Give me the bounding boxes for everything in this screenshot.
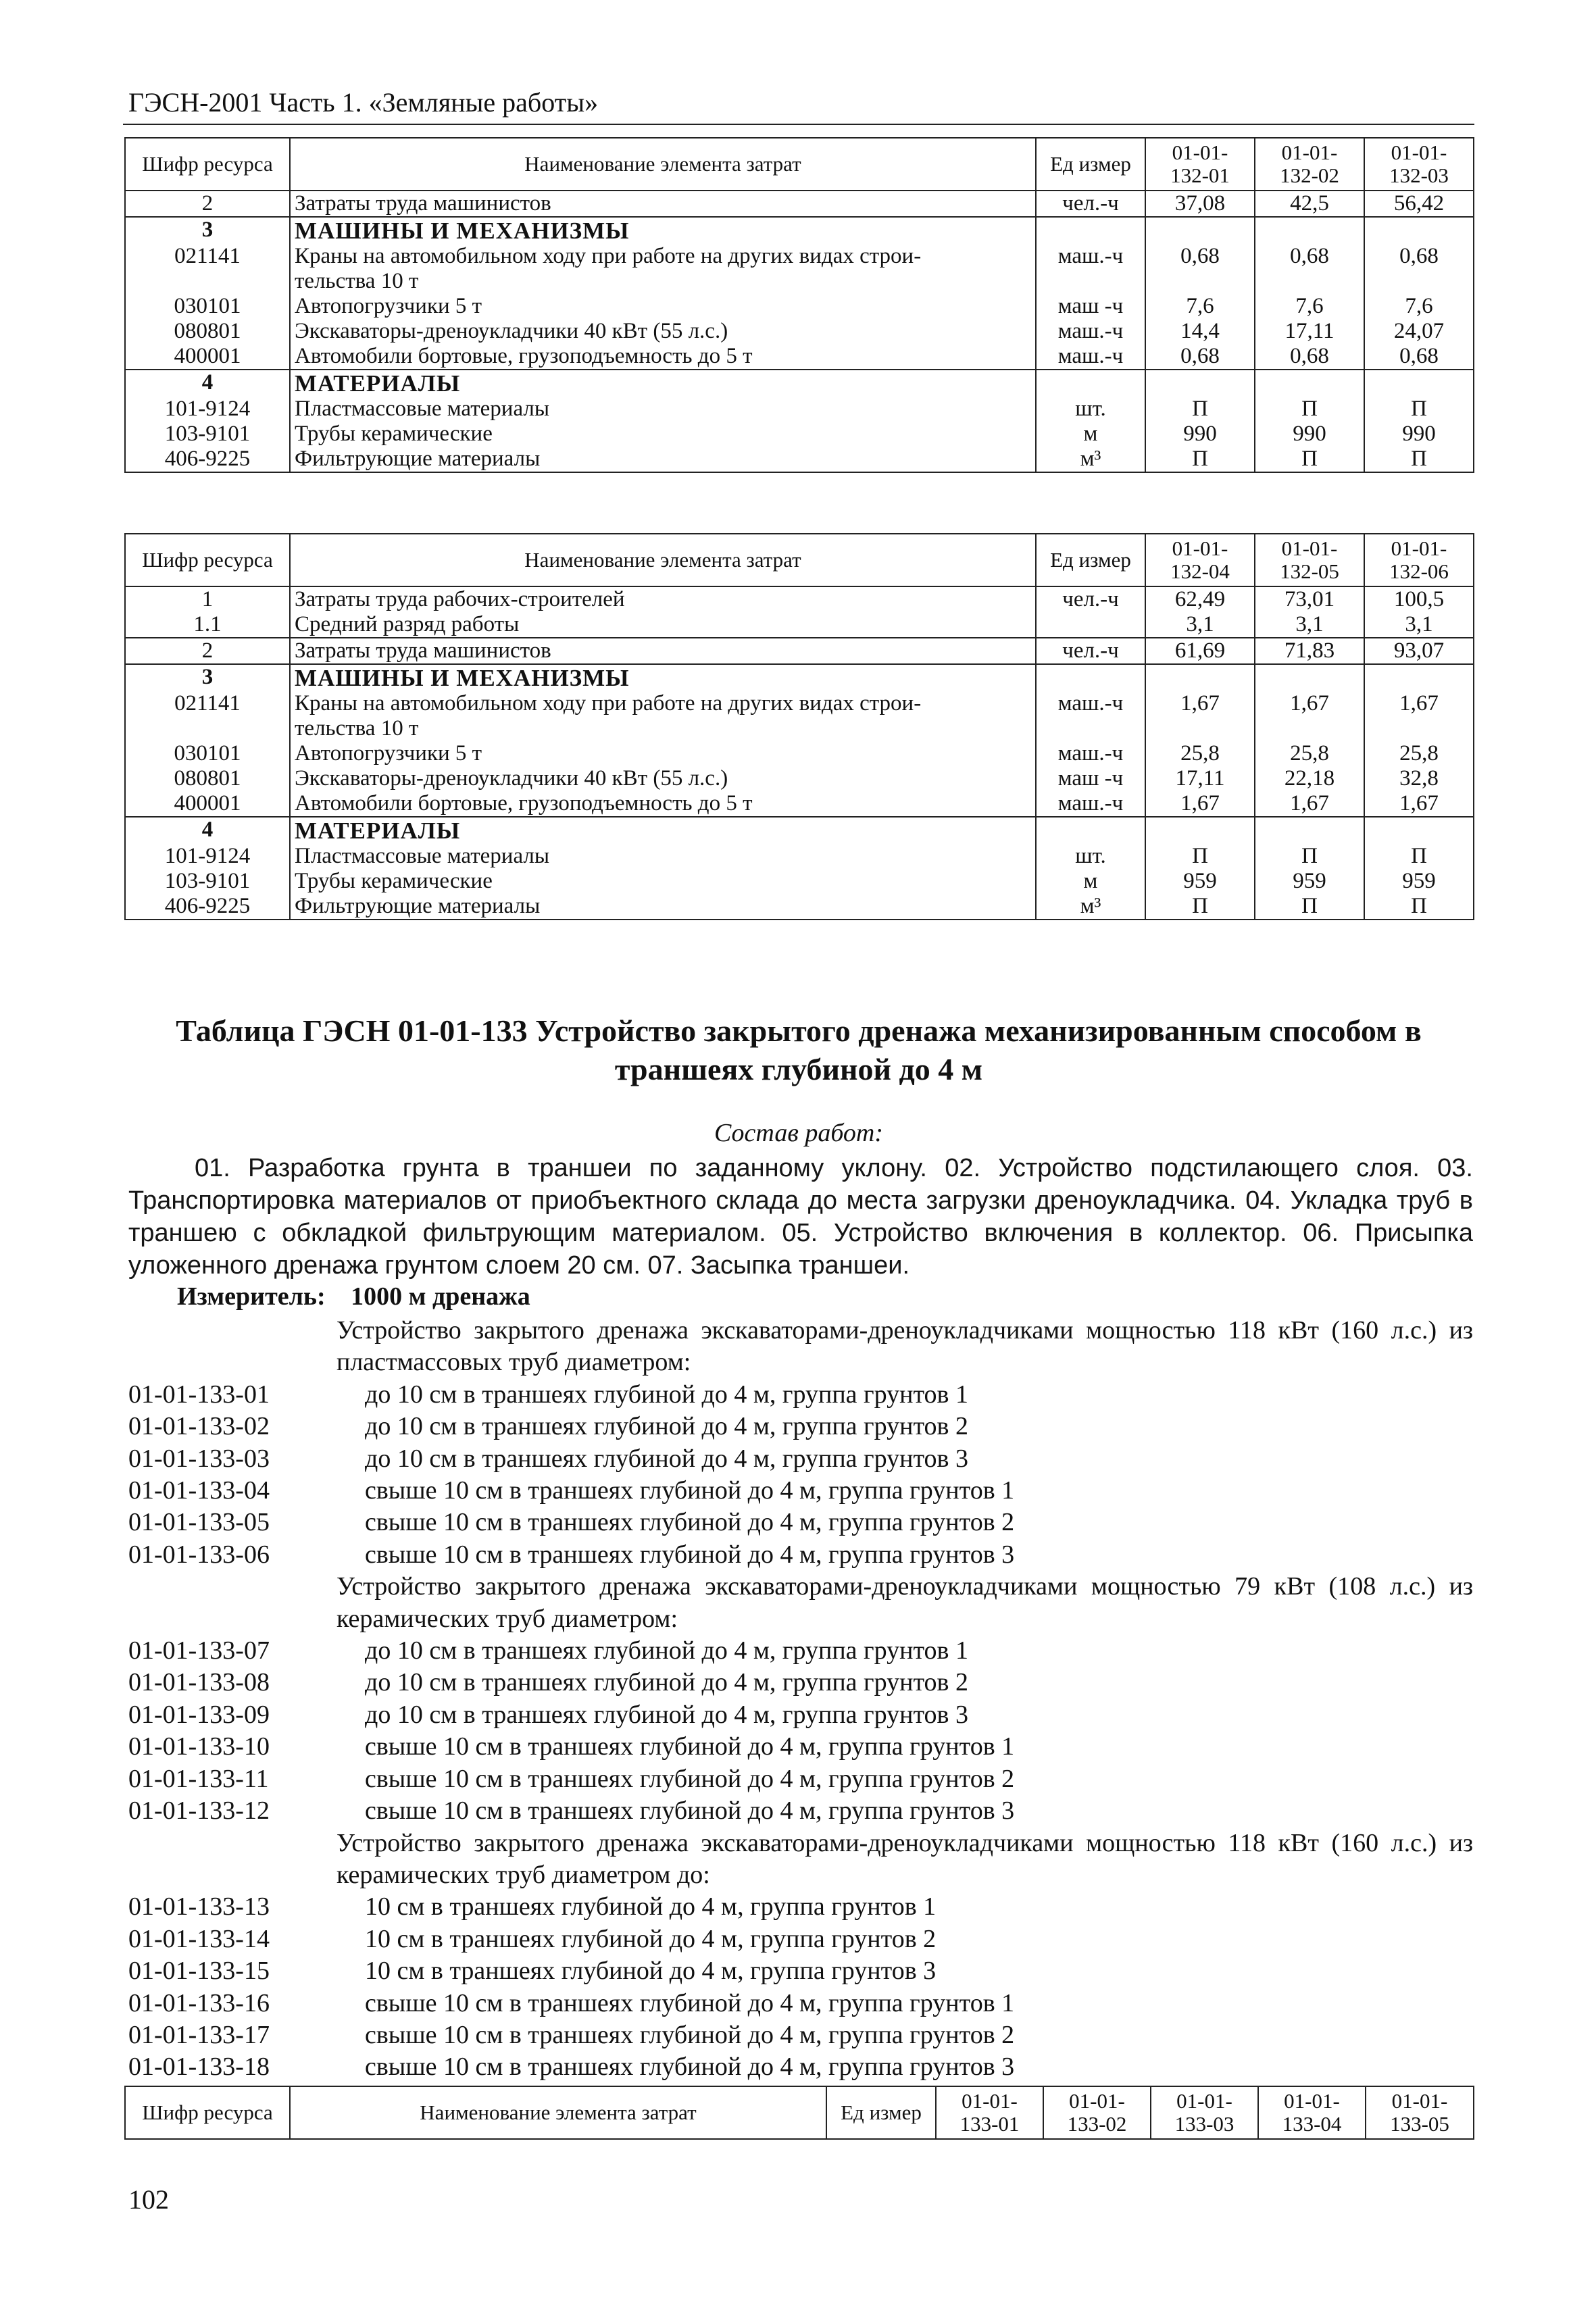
resource-code: 3	[125, 664, 290, 691]
resource-code: 080801	[125, 766, 290, 791]
col-header-norm: 01-01- 132-03	[1364, 138, 1474, 191]
norm-value: 990	[1255, 422, 1364, 447]
resource-name	[290, 344, 1036, 370]
norm-value: П	[1145, 894, 1255, 920]
norm-value: 990	[1364, 422, 1474, 447]
norm-value: 1,67	[1255, 791, 1364, 817]
table-title	[123, 1011, 1474, 1088]
norm-value: 32,8	[1364, 766, 1474, 791]
norm-item	[128, 1379, 1473, 1411]
norm-value	[1364, 817, 1474, 844]
resource-code: 030101	[125, 294, 290, 319]
norm-item	[128, 1955, 1473, 1987]
col-header-norm: 01-01- 133-04	[1258, 2086, 1366, 2139]
measure-line	[177, 1282, 530, 1311]
norm-value: 62,49	[1145, 586, 1255, 612]
norm-item	[128, 1443, 1473, 1475]
table-row	[125, 612, 1474, 638]
table-row	[125, 294, 1474, 319]
table-row	[125, 319, 1474, 344]
resource-name	[290, 397, 1036, 422]
col-header-code: Шифр ресурса	[125, 2086, 290, 2139]
norm-code: 01-01-133-09	[128, 1700, 270, 1729]
col-header-norm: 01-01- 133-01	[936, 2086, 1043, 2139]
resource-unit: маш.-ч	[1036, 344, 1145, 370]
resource-name-line: Автомобили бортовые, грузоподъемность до 5 т	[295, 791, 753, 816]
resource-code: 2	[125, 191, 290, 217]
resource-name-line: Автопогрузчики 5 т	[295, 294, 482, 319]
resource-unit: маш -ч	[1036, 294, 1145, 319]
norm-value: 990	[1145, 422, 1255, 447]
table-header-row	[125, 2086, 1474, 2139]
col-header-norm: 01-01- 132-01	[1145, 138, 1255, 191]
resource-name-line: Затраты труда рабочих-строителей	[295, 587, 625, 612]
norm-item	[128, 1891, 1473, 1923]
resource-code: 103-9101	[125, 869, 290, 894]
norm-value: 3,1	[1364, 612, 1474, 638]
norm-code: 01-01-133-04	[128, 1476, 270, 1505]
resource-unit: маш.-ч	[1036, 691, 1145, 741]
norm-value: 93,07	[1364, 638, 1474, 664]
norm-value	[1364, 370, 1474, 397]
table-row	[125, 894, 1474, 920]
norm-value: 1,67	[1145, 691, 1255, 741]
norm-value: 0,68	[1145, 344, 1255, 370]
norm-value: 0,68	[1255, 244, 1364, 294]
resource-name-line: Трубы керамические	[295, 869, 493, 894]
resource-name	[290, 586, 1036, 612]
norm-value: П	[1255, 844, 1364, 869]
table-header-row	[125, 534, 1474, 586]
resource-code: 4	[125, 817, 290, 844]
resource-name	[290, 319, 1036, 344]
norm-value	[1145, 664, 1255, 691]
col-header-name: Наименование элемента затрат	[290, 534, 1036, 586]
resource-unit	[1036, 370, 1145, 397]
table-body	[125, 586, 1474, 920]
norm-code: 01-01-133-13	[128, 1892, 270, 1921]
norm-value: 71,83	[1255, 638, 1364, 664]
norm-value: П	[1364, 894, 1474, 920]
resource-name	[290, 447, 1036, 472]
resource-code: 406-9225	[125, 447, 290, 472]
resource-code: 400001	[125, 344, 290, 370]
norm-value: 959	[1145, 869, 1255, 894]
norm-value	[1145, 217, 1255, 244]
norm-value: П	[1364, 397, 1474, 422]
norm-item	[128, 1667, 1473, 1699]
resource-table-132-01-03	[124, 137, 1474, 473]
norm-description: 10 см в траншеях глубиной до 4 м, группа грунтов 3	[365, 1957, 937, 1986]
resource-name-line: тельства 10 т	[295, 269, 419, 294]
norm-code: 01-01-133-02	[128, 1412, 270, 1441]
norm-value: 37,08	[1145, 191, 1255, 217]
norm-value: 42,5	[1255, 191, 1364, 217]
resource-table-133	[124, 2086, 1474, 2140]
resource-name-line: Фильтрующие материалы	[295, 447, 541, 472]
composition-heading: Состав работ:	[714, 1119, 884, 1147]
table-row	[125, 397, 1474, 422]
norm-value: 14,4	[1145, 319, 1255, 344]
norm-value: 7,6	[1145, 294, 1255, 319]
col-header-norm: 01-01- 133-02	[1043, 2086, 1151, 2139]
resource-code: 4	[125, 370, 290, 397]
norm-value	[1145, 817, 1255, 844]
resource-code: 406-9225	[125, 894, 290, 920]
col-header-code: Шифр ресурса	[125, 138, 290, 191]
resource-name	[290, 791, 1036, 817]
col-header-norm: 01-01- 133-05	[1366, 2086, 1474, 2139]
norm-value: 1,67	[1364, 691, 1474, 741]
resource-name-line: МАШИНЫ И МЕХАНИЗМЫ	[295, 218, 630, 245]
resource-name	[290, 422, 1036, 447]
resource-name-line: Затраты труда машинистов	[295, 638, 551, 663]
resource-name-line: МАТЕРИАЛЫ	[295, 818, 461, 844]
table-row	[125, 844, 1474, 869]
norm-code: 01-01-133-12	[128, 1796, 270, 1826]
norm-list	[128, 1315, 1473, 2084]
table-group-row	[125, 664, 1474, 691]
table-row	[125, 638, 1474, 664]
norm-item	[128, 1635, 1473, 1667]
norm-description: до 10 см в траншеях глубиной до 4 м, группа грунтов 2	[365, 1668, 968, 1697]
norm-value: 0,68	[1255, 344, 1364, 370]
resource-unit: шт.	[1036, 397, 1145, 422]
resource-name-line: Пластмассовые материалы	[295, 844, 550, 869]
resource-name	[290, 844, 1036, 869]
norm-description: свыше 10 см в траншеях глубиной до 4 м, группа грунтов 3	[365, 1540, 1015, 1569]
norm-value: 0,68	[1364, 344, 1474, 370]
norm-value: 100,5	[1364, 586, 1474, 612]
norm-code: 01-01-133-18	[128, 2053, 270, 2082]
table-row	[125, 741, 1474, 766]
norm-value: 25,8	[1255, 741, 1364, 766]
norm-value	[1255, 664, 1364, 691]
col-header-norm: 01-01- 132-04	[1145, 534, 1255, 586]
norm-description: свыше 10 см в траншеях глубиной до 4 м, группа грунтов 3	[365, 1796, 1015, 1826]
norm-code: 01-01-133-08	[128, 1668, 270, 1697]
col-header-norm: 01-01- 133-03	[1151, 2086, 1258, 2139]
norm-code: 01-01-133-14	[128, 1924, 270, 1953]
norm-value: 0,68	[1364, 244, 1474, 294]
norm-value	[1255, 817, 1364, 844]
col-header-name: Наименование элемента затрат	[290, 2086, 826, 2139]
resource-code: 030101	[125, 741, 290, 766]
resource-unit: маш.-ч	[1036, 244, 1145, 294]
resource-name	[290, 691, 1036, 741]
norm-item	[128, 1795, 1473, 1827]
norm-value	[1255, 370, 1364, 397]
norm-group-heading: Устройство закрытого дренажа экскаваторами-дреноукладчиками мощностью 79 кВт (108 л.с.) из керамических труб диаметром:	[336, 1572, 1473, 1633]
resource-name-line: Средний разряд работы	[295, 612, 520, 637]
norm-description: до 10 см в траншеях глубиной до 4 м, группа грунтов 1	[365, 1636, 968, 1665]
measure-label: Измеритель:	[177, 1282, 326, 1311]
resource-code: 101-9124	[125, 397, 290, 422]
table-row	[125, 691, 1474, 741]
col-header-unit: Ед измер	[826, 2086, 936, 2139]
norm-value: 7,6	[1255, 294, 1364, 319]
resource-name	[290, 217, 1036, 244]
resource-table-132-04-06	[124, 533, 1474, 920]
table-row	[125, 422, 1474, 447]
resource-name	[290, 191, 1036, 217]
table-title-line1: Таблица ГЭСН 01-01-133 Устройство закрытого дренажа механизированным способом в	[176, 1013, 1422, 1048]
norm-code: 01-01-133-05	[128, 1508, 270, 1537]
col-header-norm: 01-01- 132-06	[1364, 534, 1474, 586]
norm-code: 01-01-133-10	[128, 1732, 270, 1761]
norm-value: П	[1145, 397, 1255, 422]
resource-unit: м³	[1036, 447, 1145, 472]
table-row	[125, 586, 1474, 612]
col-header-unit: Ед измер	[1036, 138, 1145, 191]
resource-name-line: Экскаваторы-дреноукладчики 40 кВт (55 л.с.)	[295, 766, 728, 791]
measure-value: 1000 м дренажа	[351, 1282, 530, 1311]
norm-code: 01-01-133-15	[128, 1957, 270, 1986]
norm-value: П	[1255, 894, 1364, 920]
header-rule	[123, 124, 1474, 125]
table-row	[125, 791, 1474, 817]
resource-name-line: Краны на автомобильном ходу при работе на других видах строи-	[295, 244, 922, 269]
table-title-line2: траншеях глубиной до 4 м	[614, 1052, 983, 1087]
norm-value: 24,07	[1364, 319, 1474, 344]
table-row	[125, 869, 1474, 894]
norm-value: 1,67	[1364, 791, 1474, 817]
resource-name	[290, 294, 1036, 319]
resource-unit: м	[1036, 422, 1145, 447]
resource-name	[290, 638, 1036, 664]
resource-code: 1	[125, 586, 290, 612]
norm-value: 61,69	[1145, 638, 1255, 664]
norm-description: свыше 10 см в траншеях глубиной до 4 м, группа грунтов 2	[365, 1508, 1015, 1537]
resource-unit: маш.-ч	[1036, 319, 1145, 344]
resource-unit	[1036, 664, 1145, 691]
table-body	[125, 191, 1474, 472]
resource-unit: шт.	[1036, 844, 1145, 869]
resource-code: 400001	[125, 791, 290, 817]
norm-description: свыше 10 см в траншеях глубиной до 4 м, группа грунтов 1	[365, 1988, 1015, 2017]
norm-value: П	[1145, 447, 1255, 472]
resource-name	[290, 894, 1036, 920]
norm-value: 25,8	[1364, 741, 1474, 766]
norm-value: П	[1364, 447, 1474, 472]
norm-value: 73,01	[1255, 586, 1364, 612]
norm-value: 959	[1364, 869, 1474, 894]
norm-code: 01-01-133-06	[128, 1540, 270, 1569]
norm-code: 01-01-133-01	[128, 1380, 270, 1409]
norm-description: свыше 10 см в траншеях глубиной до 4 м, группа грунтов 1	[365, 1476, 1015, 1505]
norm-code: 01-01-133-16	[128, 1988, 270, 2017]
norm-description: до 10 см в траншеях глубиной до 4 м, группа грунтов 1	[365, 1380, 968, 1409]
resource-name	[290, 370, 1036, 397]
resource-code: 021141	[125, 691, 290, 741]
composition-text: 01. Разработка грунта в траншеи по заданному уклону. 02. Устройство подстилающего слоя. 03. Транспортировка материалов от приобъектного склада до места загрузки дреноукладчика. 04. Укладка труб в траншею с обкладкой фильтрующим материалом. 05. Устройство включения в коллектор. 06. Присыпка уложенного дренажа грунтом слоем 20 см. 07. Засыпка траншеи.	[128, 1154, 1473, 1280]
table-row	[125, 344, 1474, 370]
norm-item	[128, 1988, 1473, 2019]
col-header-unit: Ед измер	[1036, 534, 1145, 586]
norm-item	[128, 1539, 1473, 1571]
norm-value: 959	[1255, 869, 1364, 894]
resource-code: 1.1	[125, 612, 290, 638]
resource-unit: чел.-ч	[1036, 638, 1145, 664]
col-header-name: Наименование элемента затрат	[290, 138, 1036, 191]
resource-code: 2	[125, 638, 290, 664]
norm-value: 22,18	[1255, 766, 1364, 791]
norm-item	[128, 1507, 1473, 1538]
resource-name-line: Экскаваторы-дреноукладчики 40 кВт (55 л.с.)	[295, 319, 728, 344]
norm-value: 3,1	[1145, 612, 1255, 638]
norm-description: 10 см в траншеях глубиной до 4 м, группа грунтов 2	[365, 1924, 937, 1953]
norm-code: 01-01-133-11	[128, 1764, 269, 1793]
table-header-row	[125, 138, 1474, 191]
resource-unit	[1036, 817, 1145, 844]
norm-description: свыше 10 см в траншеях глубиной до 4 м, группа грунтов 2	[365, 1764, 1015, 1793]
norm-item	[128, 1699, 1473, 1731]
norm-value: 0,68	[1145, 244, 1255, 294]
norm-item	[128, 2019, 1473, 2051]
norm-item	[128, 1731, 1473, 1763]
resource-name-line: Автомобили бортовые, грузоподъемность до 5 т	[295, 344, 753, 369]
resource-name-line: Пластмассовые материалы	[295, 397, 550, 422]
resource-unit	[1036, 217, 1145, 244]
resource-unit: м	[1036, 869, 1145, 894]
resource-name-line: МАШИНЫ И МЕХАНИЗМЫ	[295, 665, 630, 692]
resource-name-line: Краны на автомобильном ходу при работе на других видах строи-	[295, 691, 922, 716]
norm-description: до 10 см в траншеях глубиной до 4 м, группа грунтов 2	[365, 1412, 968, 1441]
norm-description: свыше 10 см в траншеях глубиной до 4 м, группа грунтов 2	[365, 2020, 1015, 2049]
norm-group-heading: Устройство закрытого дренажа экскаваторами-дреноукладчиками мощностью 118 кВт (160 л.с.) из пластмассовых труб диаметром:	[336, 1316, 1473, 1377]
norm-group-heading: Устройство закрытого дренажа экскаваторами-дреноукладчиками мощностью 118 кВт (160 л.с.) из керамических труб диаметром до:	[336, 1828, 1473, 1889]
resource-name	[290, 664, 1036, 691]
col-header-norm: 01-01- 132-02	[1255, 138, 1364, 191]
running-head: ГЭСН-2001 Часть 1. «Земляные работы»	[128, 87, 599, 118]
resource-unit: м³	[1036, 894, 1145, 920]
norm-value: 56,42	[1364, 191, 1474, 217]
norm-item	[128, 1763, 1473, 1795]
norm-value: П	[1145, 844, 1255, 869]
norm-description: свыше 10 см в траншеях глубиной до 4 м, группа грунтов 3	[365, 2053, 1015, 2082]
norm-item	[128, 1411, 1473, 1442]
norm-value: 1,67	[1145, 791, 1255, 817]
norm-value: 25,8	[1145, 741, 1255, 766]
resource-code: 080801	[125, 319, 290, 344]
resource-name-line: Автопогрузчики 5 т	[295, 741, 482, 766]
norm-value: 17,11	[1145, 766, 1255, 791]
norm-value	[1255, 217, 1364, 244]
resource-name	[290, 766, 1036, 791]
resource-name-line: МАТЕРИАЛЫ	[295, 370, 461, 397]
resource-name-line: Затраты труда машинистов	[295, 191, 551, 216]
resource-unit	[1036, 612, 1145, 638]
resource-unit: маш.-ч	[1036, 741, 1145, 766]
table-row	[125, 766, 1474, 791]
norm-item	[128, 1475, 1473, 1507]
resource-unit: чел.-ч	[1036, 191, 1145, 217]
norm-value: 3,1	[1255, 612, 1364, 638]
resource-name	[290, 612, 1036, 638]
norm-item	[128, 1923, 1473, 1955]
resource-name-line: Фильтрующие материалы	[295, 894, 541, 919]
table-group-row	[125, 217, 1474, 244]
norm-item	[128, 2051, 1473, 2083]
resource-name-line: Трубы керамические	[295, 422, 493, 447]
resource-unit: маш -ч	[1036, 766, 1145, 791]
resource-code: 101-9124	[125, 844, 290, 869]
table-row	[125, 244, 1474, 294]
norm-value: П	[1255, 447, 1364, 472]
table-row	[125, 191, 1474, 217]
col-header-code: Шифр ресурса	[125, 534, 290, 586]
col-header-norm: 01-01- 132-05	[1255, 534, 1364, 586]
norm-code: 01-01-133-03	[128, 1444, 270, 1473]
norm-description: 10 см в траншеях глубиной до 4 м, группа грунтов 1	[365, 1892, 937, 1921]
resource-code: 3	[125, 217, 290, 244]
table-group-row	[125, 817, 1474, 844]
norm-code: 01-01-133-07	[128, 1636, 270, 1665]
resource-code: 021141	[125, 244, 290, 294]
norm-value: 17,11	[1255, 319, 1364, 344]
resource-unit: маш.-ч	[1036, 791, 1145, 817]
norm-value: 7,6	[1364, 294, 1474, 319]
resource-code: 103-9101	[125, 422, 290, 447]
table-row	[125, 447, 1474, 472]
norm-value: П	[1364, 844, 1474, 869]
norm-description: до 10 см в траншеях глубиной до 4 м, группа грунтов 3	[365, 1444, 968, 1473]
resource-name	[290, 244, 1036, 294]
norm-value	[1364, 664, 1474, 691]
norm-code: 01-01-133-17	[128, 2020, 270, 2049]
norm-value: П	[1255, 397, 1364, 422]
norm-description: свыше 10 см в траншеях глубиной до 4 м, группа грунтов 1	[365, 1732, 1015, 1761]
resource-name	[290, 869, 1036, 894]
norm-value	[1145, 370, 1255, 397]
resource-name-line: тельства 10 т	[295, 716, 419, 741]
resource-name	[290, 817, 1036, 844]
resource-unit: чел.-ч	[1036, 586, 1145, 612]
norm-description: до 10 см в траншеях глубиной до 4 м, группа грунтов 3	[365, 1700, 968, 1729]
norm-value: 1,67	[1255, 691, 1364, 741]
page-number: 102	[128, 2184, 169, 2215]
norm-value	[1364, 217, 1474, 244]
resource-name	[290, 741, 1036, 766]
table-group-row	[125, 370, 1474, 397]
